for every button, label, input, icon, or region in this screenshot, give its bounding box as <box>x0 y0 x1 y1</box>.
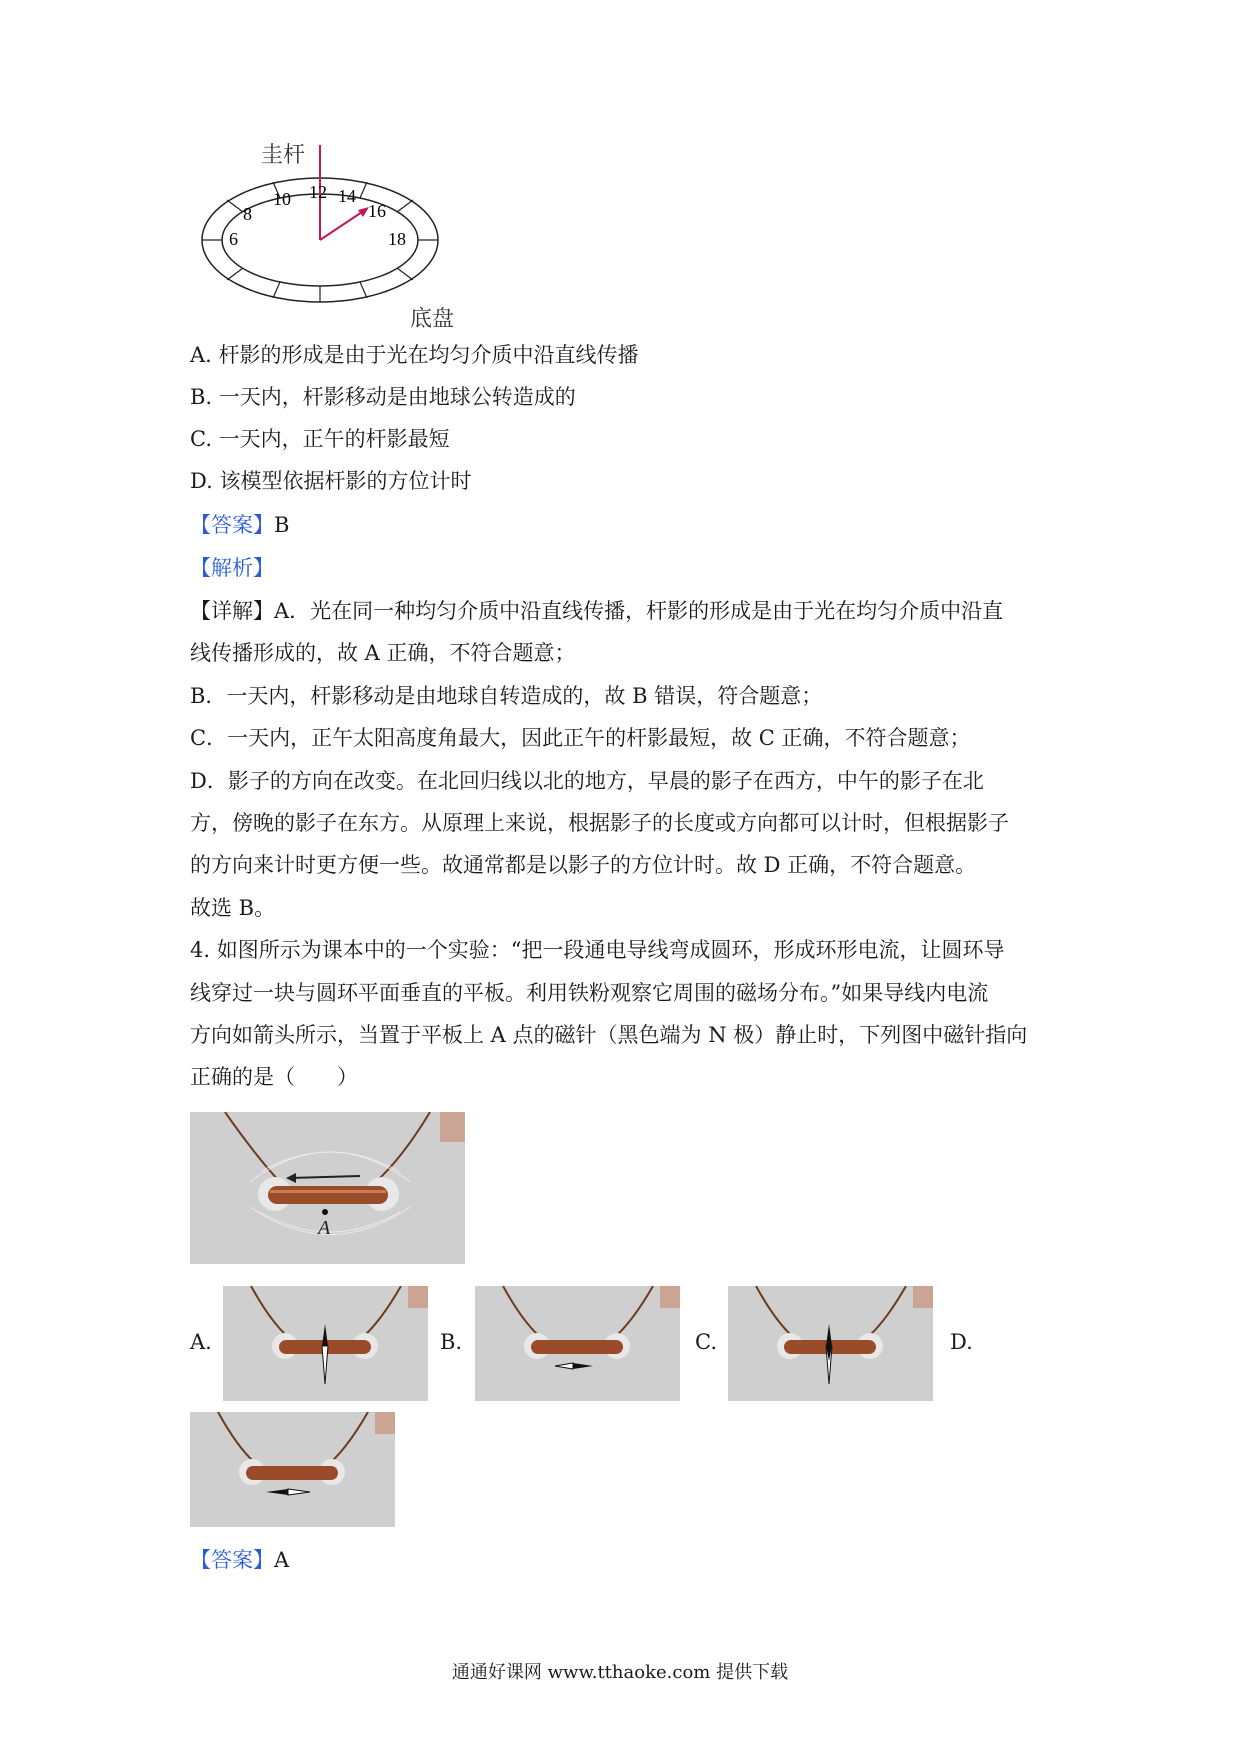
experiment-photo <box>190 1112 465 1264</box>
q3-detail-line3: B．一天内，杆影移动是由地球自转造成的，故 B 错误，符合题意； <box>190 684 823 708</box>
q3-option-a: A. 杆影的形成是由于光在均匀介质中沿直线传播 <box>190 343 639 367</box>
sundial-diagram <box>185 140 475 330</box>
hour-8: 8 <box>243 204 252 224</box>
answer-value: B <box>274 513 290 537</box>
q4-option-a-photo[interactable] <box>223 1286 428 1401</box>
detail-text: A．光在同一种均匀介质中沿直线传播，杆影的形成是由于光在均匀介质中沿直 <box>274 599 1004 623</box>
detail-tag: 【详解】 <box>190 599 274 623</box>
q4-stem-line1: 4. 如图所示为课本中的一个实验：“把一段通电导线弯成圆环，形成环形电流，让圆环导 <box>190 938 1005 962</box>
q3-detail-line7: 的方向来计时更方便一些。故通常都是以影子的方位计时。故 D 正确，不符合题意。 <box>190 853 977 877</box>
q4-option-d-photo[interactable] <box>190 1412 395 1527</box>
hour-12: 12 <box>309 182 327 202</box>
q3-option-b: B. 一天内，杆影移动是由地球公转造成的 <box>190 385 576 409</box>
q4-option-d-label: D. <box>950 1330 973 1354</box>
sundial-figure <box>185 140 475 330</box>
q3-analysis-tag: 【解析】 <box>190 556 274 580</box>
q4-stem-line3: 方向如箭头所示，当置于平板上 A 点的磁针（黑色端为 N 极）静止时，下列图中磁针指向 <box>190 1023 1028 1047</box>
footer-text: 通通好课网 www.tthaoke.com 提供下载 <box>451 1662 789 1683</box>
q3-detail-line5: D．影子的方向在改变。在北回归线以北的地方，早晨的影子在西方，中午的影子在北 <box>190 769 984 793</box>
q3-detail-line4: C．一天内，正午太阳高度角最大，因此正午的杆影最短，故 C 正确，不符合题意； <box>190 726 971 750</box>
q4-stem-line2: 线穿过一块与圆环平面垂直的平板。利用铁粉观察它周围的磁场分布。”如果导线内电流 <box>190 981 989 1005</box>
q4-option-c-label: C. <box>695 1330 717 1354</box>
q3-answer <box>190 510 289 540</box>
q4-answer <box>190 1545 289 1575</box>
q3-option-d: D. 该模型依据杆影的方位计时 <box>190 469 472 493</box>
q3-option-c: C. 一天内，正午的杆影最短 <box>190 427 450 451</box>
answer-value: A <box>274 1548 290 1572</box>
answer-tag: 【答案】 <box>190 1548 274 1572</box>
point-a-label: A <box>318 1217 331 1239</box>
q4-option-b-photo[interactable] <box>475 1286 680 1401</box>
q3-detail-line6: 方，傍晚的影子在东方。从原理上来说，根据影子的长度或方向都可以计时，但根据影子 <box>190 811 1009 835</box>
q4-option-b-label: B. <box>440 1330 463 1354</box>
hour-14: 14 <box>338 186 356 206</box>
hour-18: 18 <box>388 229 406 249</box>
base-label: 底盘 <box>410 307 455 330</box>
pole-label: 圭杆 <box>261 143 306 168</box>
q3-detail-line1 <box>190 596 1003 626</box>
hour-6: 6 <box>229 229 238 249</box>
q3-detail-line8: 故选 B。 <box>190 896 276 920</box>
q4-stem-line4: 正确的是（ ） <box>190 1065 358 1089</box>
shadow-line <box>320 210 365 240</box>
q4-option-c-photo[interactable] <box>728 1286 933 1401</box>
q3-detail-line2: 线传播形成的，故 A 正确，不符合题意； <box>190 641 576 665</box>
answer-tag: 【答案】 <box>190 513 274 537</box>
q4-option-a-label: A. <box>190 1330 212 1354</box>
hour-10: 10 <box>273 189 291 209</box>
hour-16: 16 <box>368 201 386 221</box>
